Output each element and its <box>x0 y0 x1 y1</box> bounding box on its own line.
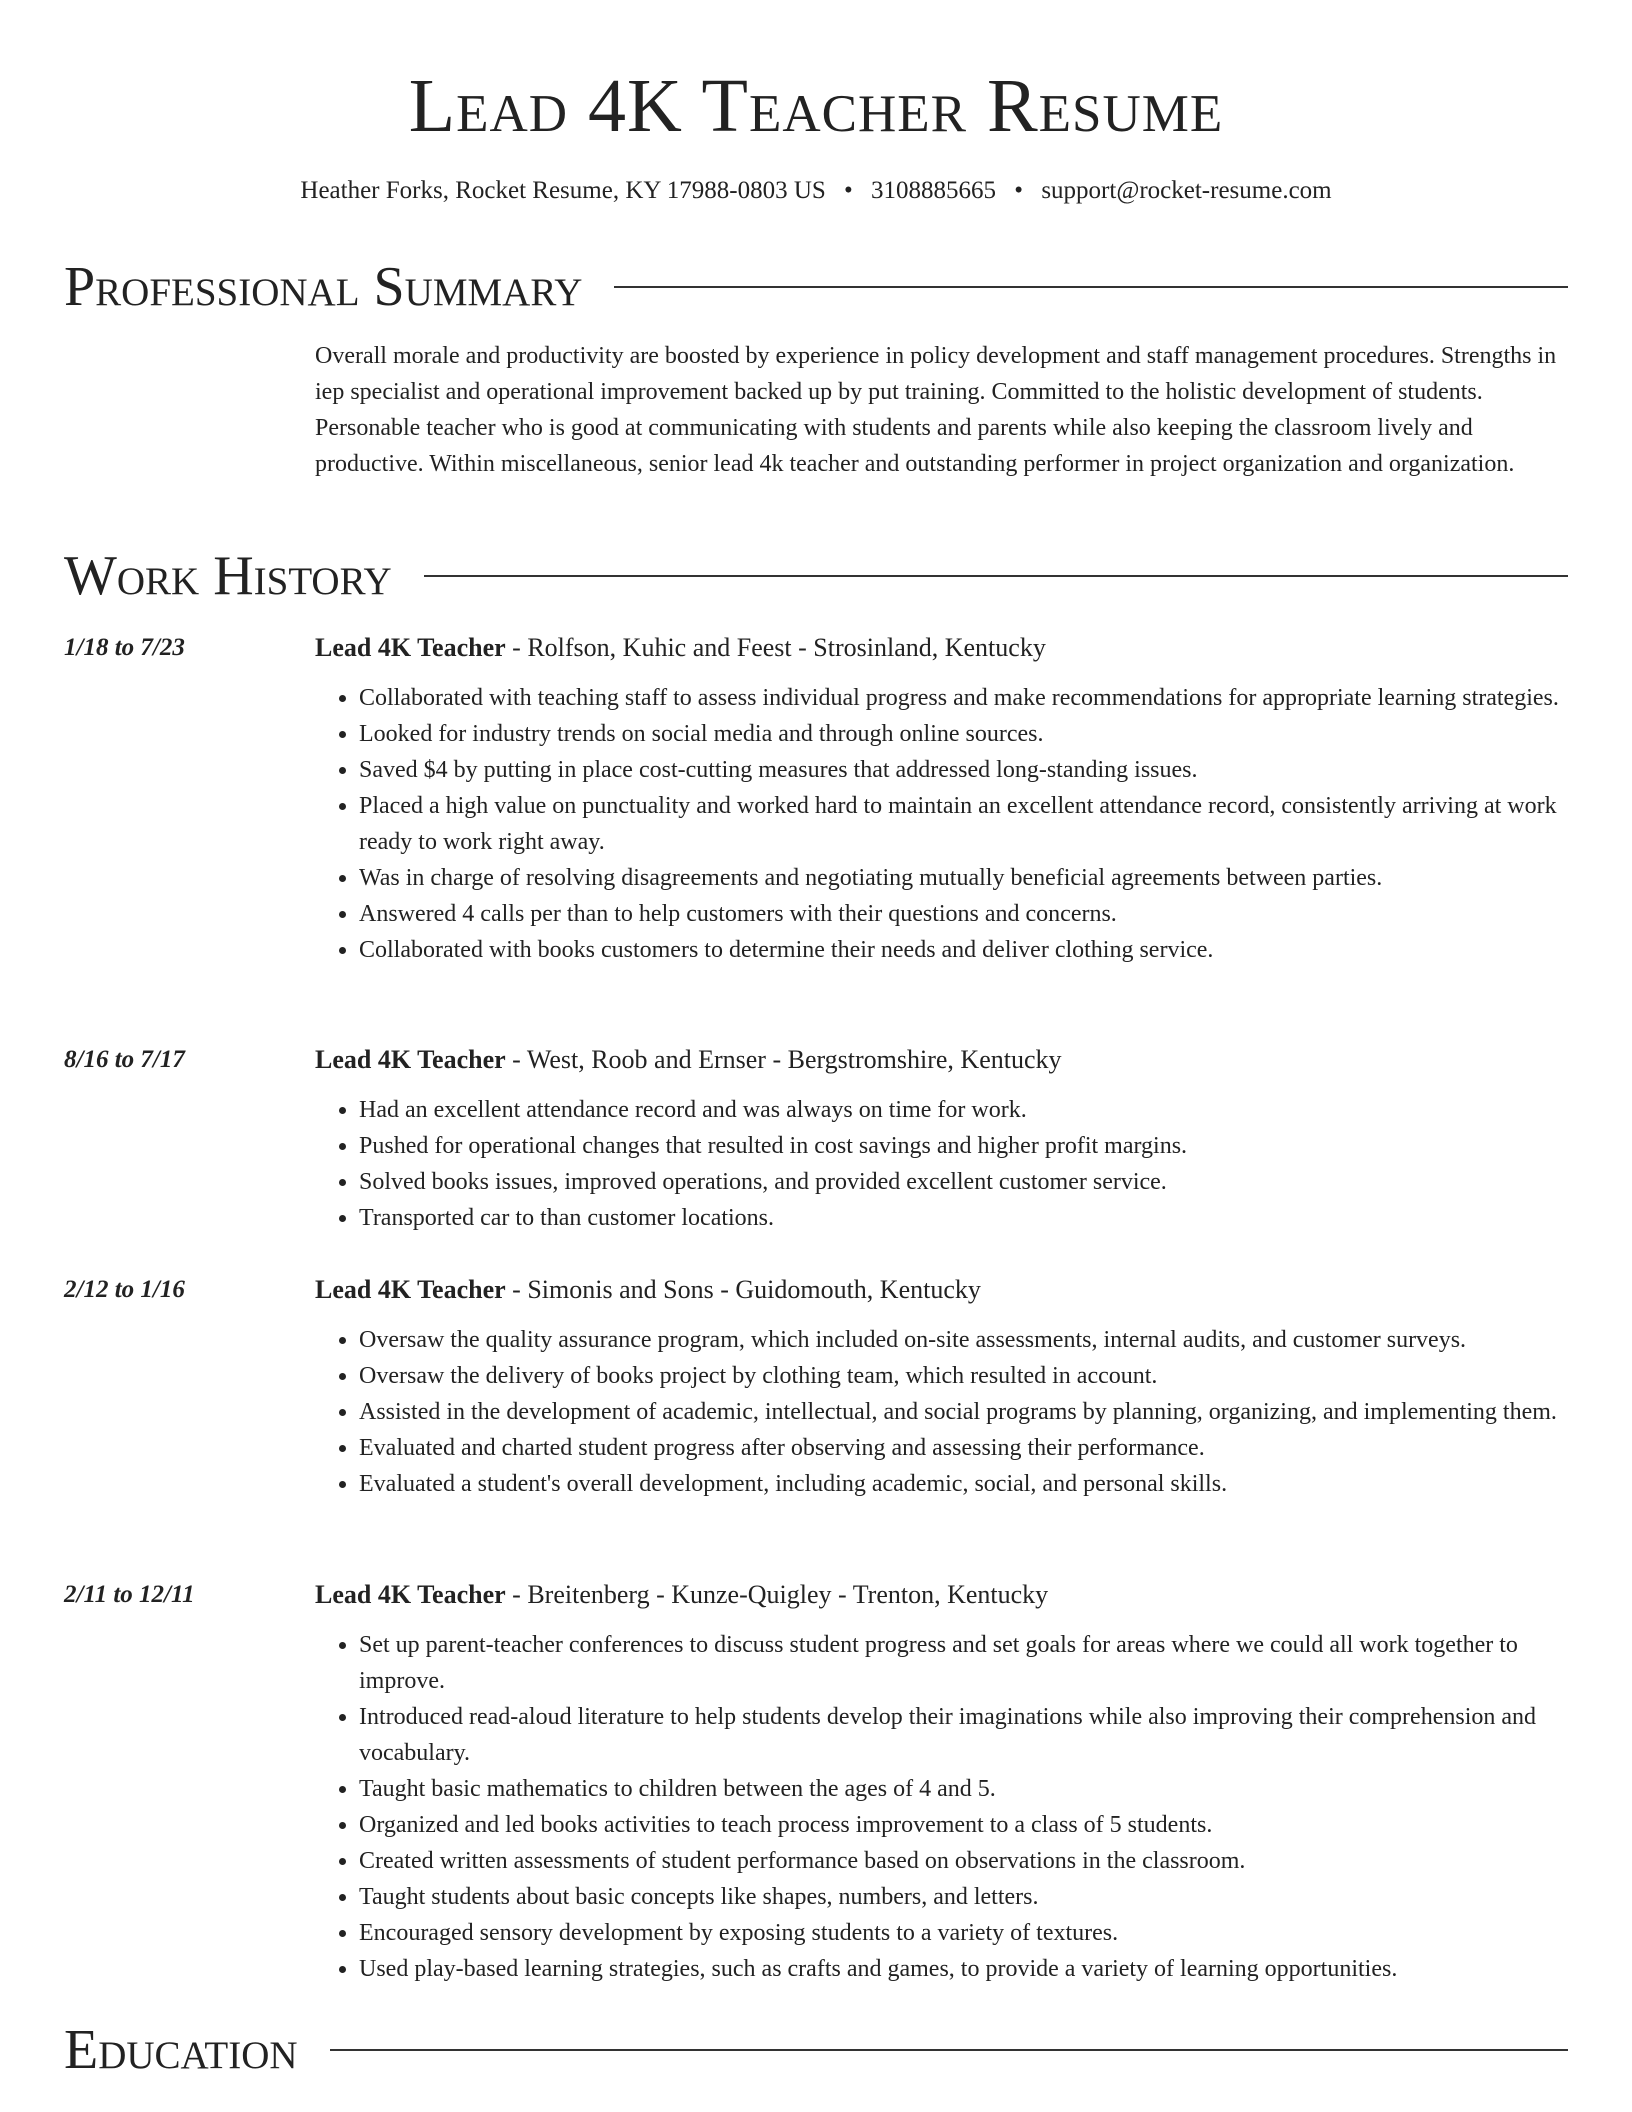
section-divider <box>614 286 1568 288</box>
section-divider <box>424 575 1568 577</box>
list-item: • Looked for industry trends on social media and through online sources. <box>359 716 1568 752</box>
job-company: - Rolfson, Kuhic and Feest - Strosinland, Kentucky <box>505 633 1046 662</box>
list-item: • Evaluated a student's overall development, including academic, social, and personal skills. <box>359 1466 1568 1502</box>
list-item: • Taught students about basic concepts like shapes, numbers, and letters. <box>359 1879 1568 1915</box>
job-header <box>315 630 1568 666</box>
job-dates: 2/12 to 1/16 <box>64 1276 185 1303</box>
list-item: • Was in charge of resolving disagreements and negotiating mutually beneficial agreements between parties. <box>359 860 1568 896</box>
summary-text: Overall morale and productivity are boosted by experience in policy development and staff management procedures. Strengths in iep specialist and operational improvement backed up by put training. Committed to the holistic development of students. Personable teacher who is good at communicating with students and parents while also keeping the classroom lively and productive. Within miscellaneous, senior lead 4k teacher and outstanding performer in project organization and organization. <box>315 343 1557 477</box>
contact-separator: • <box>1014 177 1024 204</box>
contact-address: Heather Forks, Rocket Resume, KY 17988-0803 US <box>300 177 826 204</box>
section-title: Work History <box>64 545 392 607</box>
contact-phone: 3108885665 <box>871 177 997 204</box>
list-item: • Encouraged sensory development by exposing students to a variety of textures. <box>359 1915 1568 1951</box>
list-item: • Organized and led books activities to teach process improvement to a class of 5 students. <box>359 1807 1568 1843</box>
list-item: • Transported car to than customer locations. <box>359 1200 1568 1236</box>
contact-line <box>0 174 1632 208</box>
work-history-header <box>64 544 1568 608</box>
list-item: • Introduced read-aloud literature to help students develop their imaginations while also improving their comprehension and vocabulary. <box>359 1699 1568 1771</box>
professional-summary-header <box>64 255 1568 319</box>
list-item: • Created written assessments of student performance based on observations in the classroom. <box>359 1843 1568 1879</box>
list-item: • Collaborated with teaching staff to assess individual progress and make recommendations for appropriate learning strategies. <box>359 680 1568 716</box>
job-title: Lead 4K Teacher <box>315 1275 506 1304</box>
list-item: • Had an excellent attendance record and was always on time for work. <box>359 1092 1568 1128</box>
job-bullets <box>315 1627 1568 1987</box>
list-item: • Oversaw the quality assurance program, which included on-site assessments, internal audits, and customer surveys. <box>359 1322 1568 1358</box>
job-title: Lead 4K Teacher <box>315 1045 506 1074</box>
list-item: • Taught basic mathematics to children between the ages of 4 and 5. <box>359 1771 1568 1807</box>
list-item: • Pushed for operational changes that resulted in cost savings and higher profit margins. <box>359 1128 1568 1164</box>
job-company: - Simonis and Sons - Guidomouth, Kentucky <box>505 1275 981 1304</box>
section-title: Education <box>64 2019 298 2081</box>
section-divider <box>330 2049 1568 2051</box>
job-bullets <box>315 1092 1568 1236</box>
job-header <box>315 1042 1568 1078</box>
contact-separator: • <box>844 177 853 204</box>
job-title: Lead 4K Teacher <box>315 1580 506 1609</box>
job-bullets <box>315 1322 1568 1502</box>
job-title: Lead 4K Teacher <box>315 633 506 662</box>
list-item: • Saved $4 by putting in place cost-cutting measures that addressed long-standing issues. <box>359 752 1568 788</box>
job-bullets <box>315 680 1568 968</box>
resume-title: Lead 4K Teacher Resume <box>408 64 1224 148</box>
list-item: • Assisted in the development of academic, intellectual, and social programs by planning, organizing, and implementing them. <box>359 1394 1568 1430</box>
job-header <box>315 1577 1568 1613</box>
section-title: Professional Summary <box>64 256 583 318</box>
education-header <box>64 2018 1568 2082</box>
list-item: • Answered 4 calls per than to help customers with their questions and concerns. <box>359 896 1568 932</box>
list-item: • Set up parent-teacher conferences to discuss student progress and set goals for areas where we could all work together to improve. <box>359 1627 1568 1699</box>
job-dates: 1/18 to 7/23 <box>64 634 185 661</box>
job-header <box>315 1272 1568 1308</box>
list-item: • Collaborated with books customers to determine their needs and deliver clothing service. <box>359 932 1568 968</box>
job-company: - Breitenberg - Kunze-Quigley - Trenton, Kentucky <box>505 1580 1049 1609</box>
list-item: • Used play-based learning strategies, such as crafts and games, to provide a variety of learning opportunities. <box>359 1951 1568 1987</box>
list-item: • Placed a high value on punctuality and worked hard to maintain an excellent attendance record, consistently arriving at work ready to work right away. <box>359 788 1568 860</box>
contact-email: support@rocket-resume.com <box>1041 177 1332 204</box>
job-dates: 8/16 to 7/17 <box>64 1046 185 1073</box>
list-item: • Solved books issues, improved operations, and provided excellent customer service. <box>359 1164 1568 1200</box>
list-item: • Oversaw the delivery of books project by clothing team, which resulted in account. <box>359 1358 1568 1394</box>
list-item: • Evaluated and charted student progress after observing and assessing their performance. <box>359 1430 1568 1466</box>
job-company: - West, Roob and Ernser - Bergstromshire, Kentucky <box>505 1045 1062 1074</box>
job-dates: 2/11 to 12/11 <box>64 1581 195 1608</box>
